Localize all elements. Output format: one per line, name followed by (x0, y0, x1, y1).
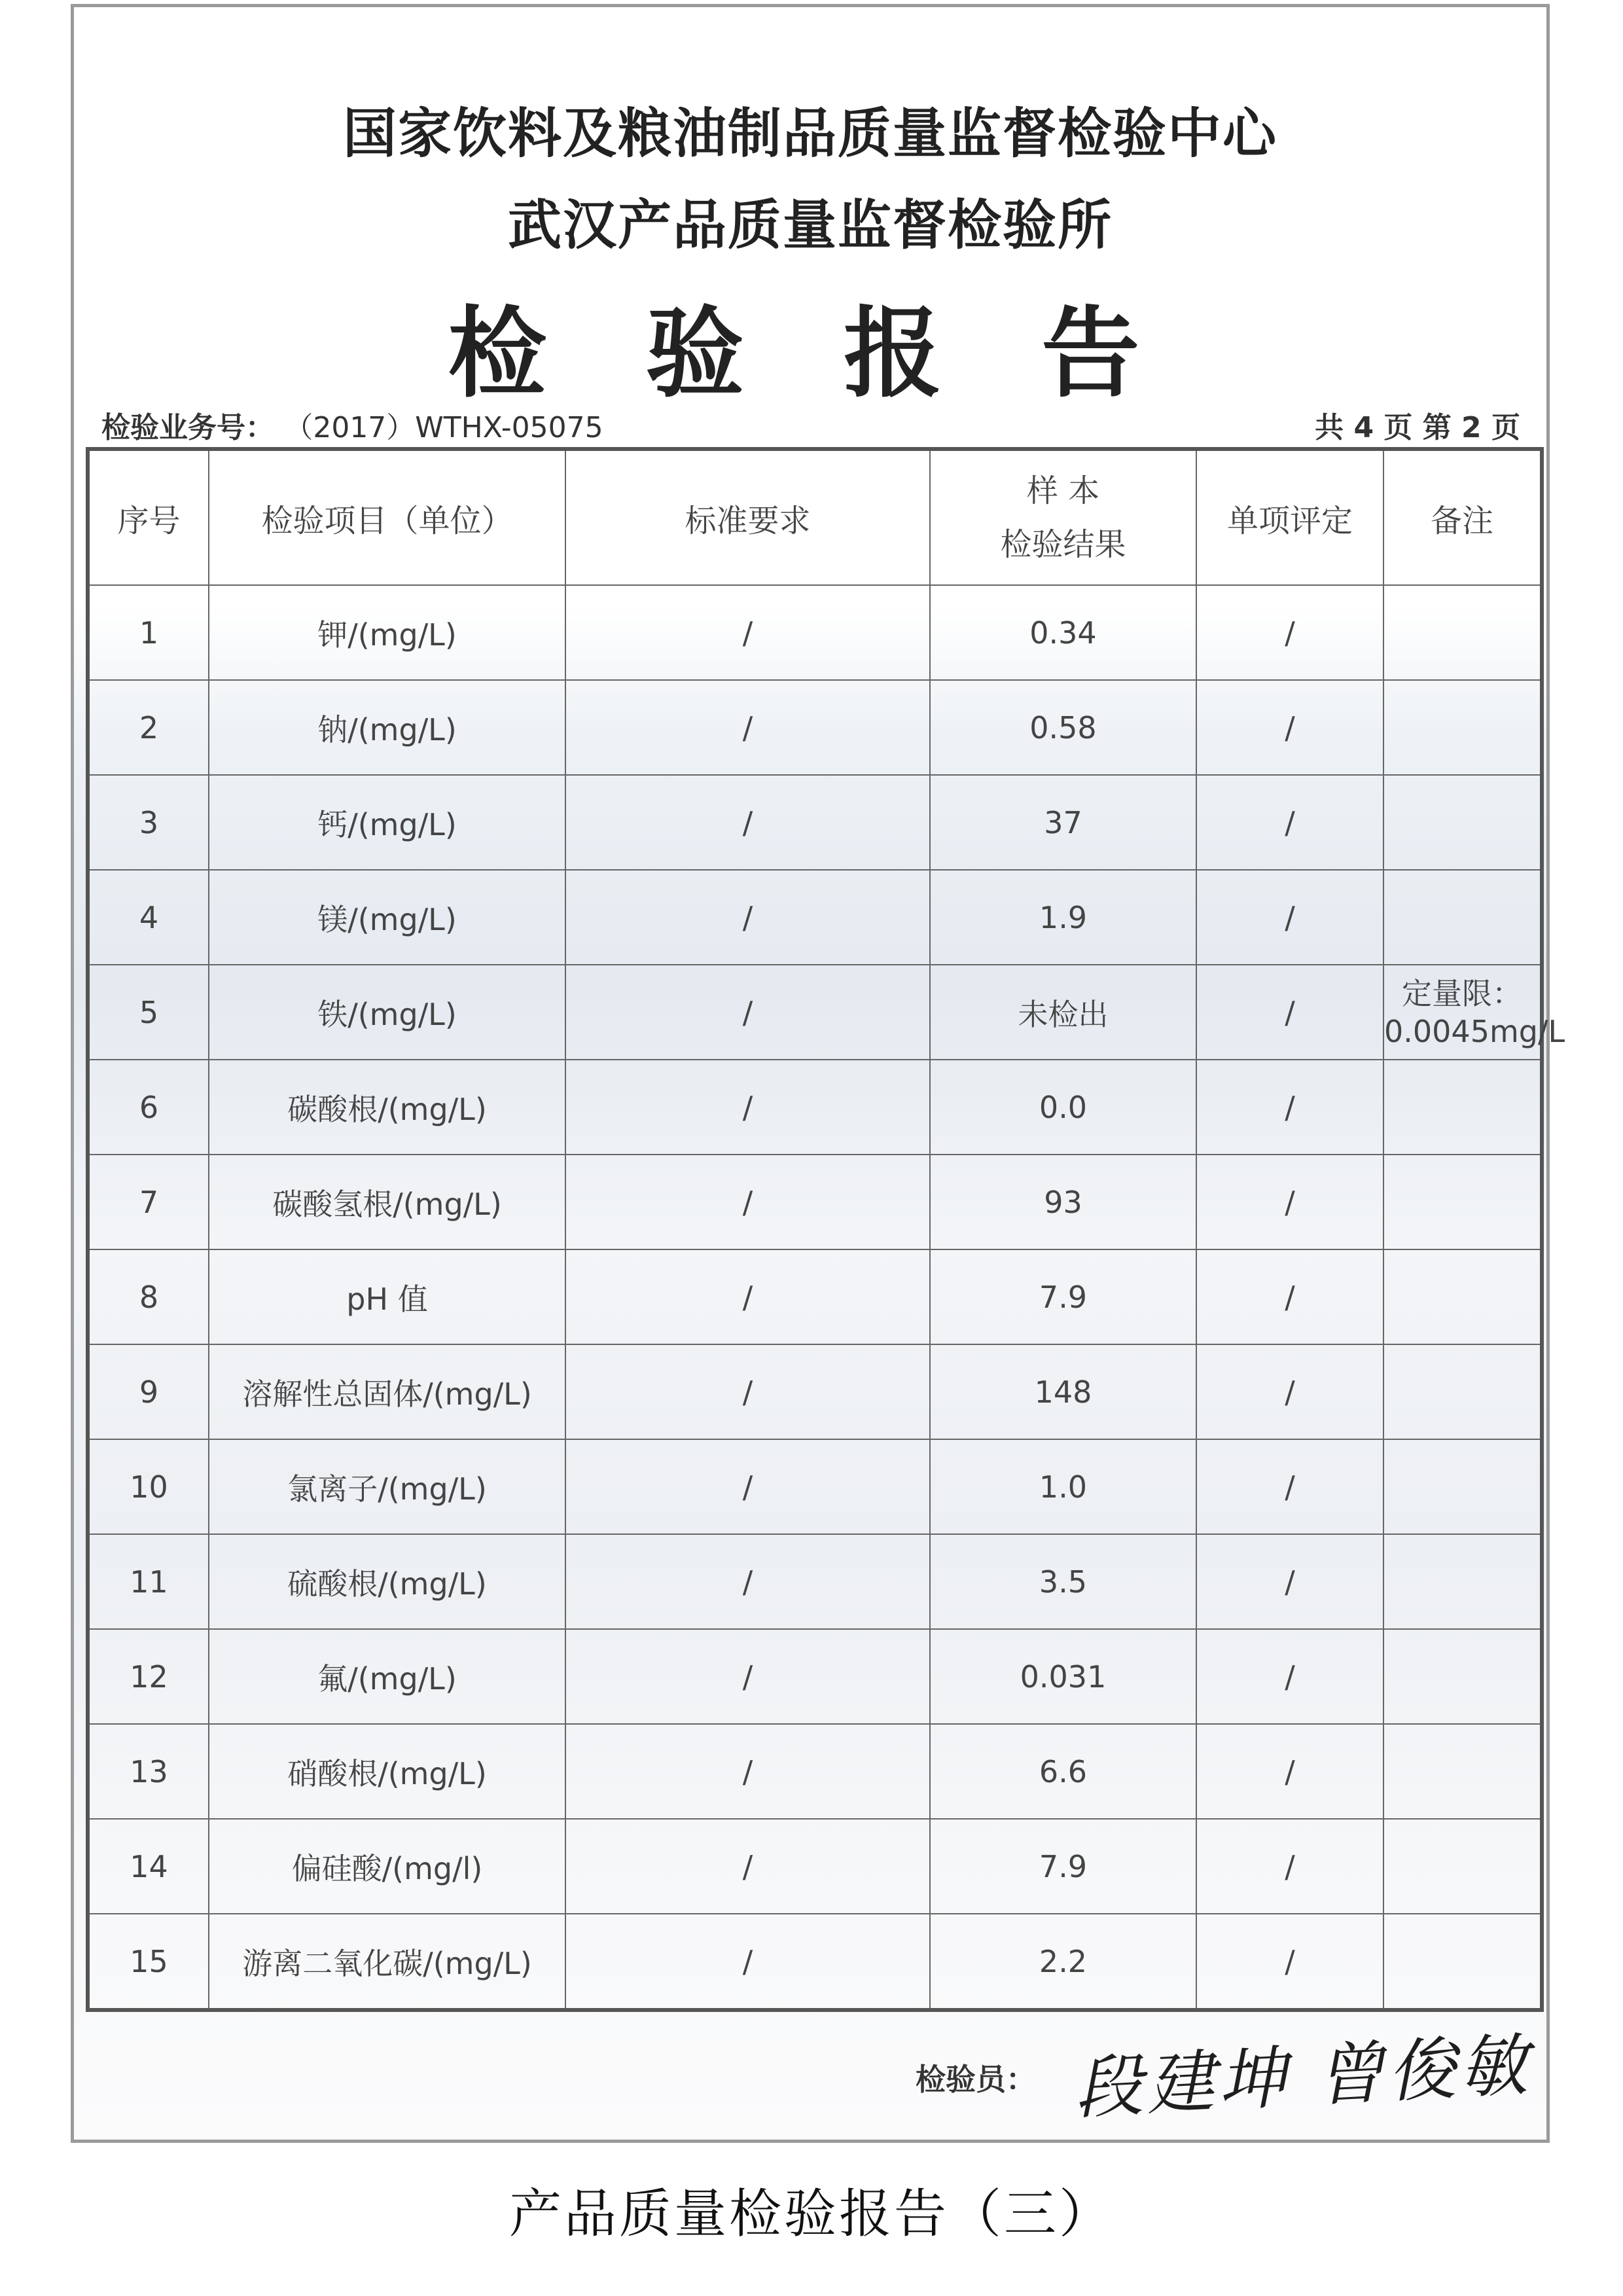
business-number-label: 检验业务号： (101, 411, 274, 444)
table-row (88, 1060, 1542, 1155)
row-rating: / (1196, 965, 1383, 1060)
row-standard: / (565, 1914, 930, 2010)
row-result: 7.9 (930, 1819, 1196, 1914)
row-rating: / (1196, 1060, 1383, 1155)
table-header-row (88, 449, 1542, 585)
row-number: 5 (88, 965, 209, 1060)
row-item: 铁/(mg/L) (209, 965, 565, 1060)
row-number: 14 (88, 1819, 209, 1914)
business-number (101, 404, 603, 446)
col-header-result-line2: 检验结果 (1000, 526, 1126, 563)
row-result: 0.58 (930, 680, 1196, 775)
row-rating: / (1196, 775, 1383, 870)
row-standard: / (565, 1534, 930, 1629)
row-note (1383, 1249, 1542, 1344)
table-row (88, 870, 1542, 965)
row-note (1383, 1629, 1542, 1724)
row-note (1383, 1724, 1542, 1819)
table-row (88, 1629, 1542, 1724)
table-row (88, 680, 1542, 775)
page-indicator: 共 4 页 第 2 页 (1315, 411, 1520, 444)
table-row (88, 1249, 1542, 1344)
row-item: pH 值 (209, 1249, 565, 1344)
row-result: 7.9 (930, 1249, 1196, 1344)
row-standard: / (565, 1819, 930, 1914)
row-rating: / (1196, 585, 1383, 680)
row-result: 37 (930, 775, 1196, 870)
table-row (88, 1439, 1542, 1534)
row-rating: / (1196, 680, 1383, 775)
row-standard: / (565, 680, 930, 775)
row-standard: / (565, 1344, 930, 1439)
row-result: 148 (930, 1344, 1196, 1439)
row-note (1383, 1060, 1542, 1155)
row-result: 1.0 (930, 1439, 1196, 1534)
col-header-no: 序号 (88, 449, 209, 585)
table-row (88, 1344, 1542, 1439)
image-caption: 产品质量检验报告（三） (509, 2183, 1114, 2244)
row-standard: / (565, 965, 930, 1060)
row-number: 7 (88, 1155, 209, 1249)
row-item: 钙/(mg/L) (209, 775, 565, 870)
row-result: 2.2 (930, 1914, 1196, 2010)
row-note (1383, 1155, 1542, 1249)
table-row (88, 965, 1542, 1060)
row-result: 3.5 (930, 1534, 1196, 1629)
row-standard: / (565, 1629, 930, 1724)
table-row (88, 1724, 1542, 1819)
table-row (88, 1819, 1542, 1914)
row-item: 游离二氧化碳/(mg/L) (209, 1914, 565, 2010)
note-label: 定量限： (1402, 975, 1522, 1011)
institute-name: 武汉产品质量监督检验所 (507, 194, 1113, 257)
row-result: 0.031 (930, 1629, 1196, 1724)
row-number: 6 (88, 1060, 209, 1155)
row-note (1383, 1439, 1542, 1534)
row-rating: / (1196, 870, 1383, 965)
row-item: 钾/(mg/L) (209, 585, 565, 680)
row-item: 氟/(mg/L) (209, 1629, 565, 1724)
col-header-item: 检验项目（单位） (209, 449, 565, 585)
row-result: 6.6 (930, 1724, 1196, 1819)
row-number: 8 (88, 1249, 209, 1344)
row-rating: / (1196, 1534, 1383, 1629)
row-rating: / (1196, 1819, 1383, 1914)
row-standard: / (565, 1155, 930, 1249)
row-number: 12 (88, 1629, 209, 1724)
inspector-signature: 段建坤 曾俊敏 (1072, 2024, 1534, 2129)
row-result: 0.34 (930, 585, 1196, 680)
row-number: 10 (88, 1439, 209, 1534)
col-header-result-line1: 样 本 (1026, 473, 1100, 509)
footer (86, 1990, 1540, 2134)
row-rating: / (1196, 1914, 1383, 2010)
row-standard: / (565, 1060, 930, 1155)
row-number: 15 (88, 1914, 209, 2010)
row-note (1383, 1534, 1542, 1629)
row-note (1383, 870, 1542, 965)
row-result: 1.9 (930, 870, 1196, 965)
row-result: 93 (930, 1155, 1196, 1249)
row-standard: / (565, 1249, 930, 1344)
row-item: 氯离子/(mg/L) (209, 1439, 565, 1534)
business-number-value: （2017）WTHX-05075 (284, 411, 603, 444)
table-row (88, 1534, 1542, 1629)
row-note (1383, 775, 1542, 870)
row-number: 13 (88, 1724, 209, 1819)
row-rating: / (1196, 1155, 1383, 1249)
inspector-label: 检验员： (916, 2062, 1036, 2097)
row-number: 9 (88, 1344, 209, 1439)
table-row (88, 775, 1542, 870)
row-note (1383, 585, 1542, 680)
row-item: 硝酸根/(mg/L) (209, 1724, 565, 1819)
row-standard: / (565, 585, 930, 680)
row-number: 4 (88, 870, 209, 965)
row-item: 碳酸氢根/(mg/L) (209, 1155, 565, 1249)
report-page (71, 4, 1565, 2143)
row-item: 偏硅酸/(mg/l) (209, 1819, 565, 1914)
row-item: 碳酸根/(mg/L) (209, 1060, 565, 1155)
row-item: 钠/(mg/L) (209, 680, 565, 775)
col-header-note: 备注 (1383, 449, 1542, 585)
row-note (1383, 1819, 1542, 1914)
row-rating: / (1196, 1629, 1383, 1724)
table-row (88, 585, 1542, 680)
row-note (1383, 1344, 1542, 1439)
row-standard: / (565, 775, 930, 870)
row-rating: / (1196, 1439, 1383, 1534)
table-row (88, 1155, 1542, 1249)
row-standard: / (565, 870, 930, 965)
results-table (86, 447, 1565, 2012)
col-header-result (930, 449, 1196, 585)
row-standard: / (565, 1439, 930, 1534)
row-item: 硫酸根/(mg/L) (209, 1534, 565, 1629)
row-item: 镁/(mg/L) (209, 870, 565, 965)
row-standard: / (565, 1724, 930, 1819)
row-number: 11 (88, 1534, 209, 1629)
col-header-rating: 单项评定 (1196, 449, 1383, 585)
institution-name: 国家饮料及粮油制品质量监督检验中心 (342, 103, 1277, 165)
row-result: 0.0 (930, 1060, 1196, 1155)
row-item: 溶解性总固体/(mg/L) (209, 1344, 565, 1439)
row-rating: / (1196, 1344, 1383, 1439)
row-result: 未检出 (930, 965, 1196, 1060)
col-header-standard: 标准要求 (565, 449, 930, 585)
document-title: 检 验 报 告 (448, 297, 1173, 411)
row-note (1383, 680, 1542, 775)
row-number: 2 (88, 680, 209, 775)
row-rating: / (1196, 1724, 1383, 1819)
note-value: 0.0045mg/L (1384, 1013, 1565, 1049)
row-number: 3 (88, 775, 209, 870)
row-number: 1 (88, 585, 209, 680)
row-rating: / (1196, 1249, 1383, 1344)
row-note (1383, 965, 1565, 1060)
